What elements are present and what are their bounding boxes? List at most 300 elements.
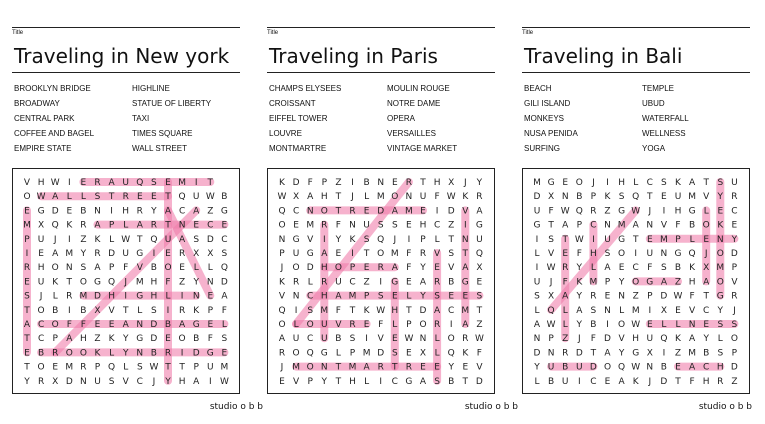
grid-letter: N <box>206 277 214 288</box>
grid-letter: W <box>546 263 556 274</box>
grid-letter: J <box>704 249 708 259</box>
grid-letter: C <box>292 206 300 217</box>
grid-letter: O <box>79 277 87 288</box>
grid-letter: Y <box>576 291 583 302</box>
grid-letter: D <box>533 192 541 203</box>
grid-letter: K <box>349 234 356 245</box>
grid-letter: H <box>618 178 625 188</box>
grid-letter: W <box>50 178 60 188</box>
grid-letter: M <box>292 362 300 373</box>
grid-letter: R <box>731 192 738 203</box>
grid-letter: L <box>619 305 625 316</box>
grid-letter: G <box>646 277 654 288</box>
grid-letter: V <box>660 220 667 231</box>
grid-letter: S <box>108 376 115 387</box>
grid-letter: P <box>590 192 597 203</box>
puzzle-title: Traveling in New york <box>14 44 230 68</box>
grid-letter: G <box>206 348 214 359</box>
grid-letter: V <box>462 206 469 217</box>
grid-letter: N <box>306 206 314 217</box>
grid-letter: R <box>476 192 483 203</box>
grid-letter: E <box>562 249 569 259</box>
grid-letter: Q <box>575 206 583 217</box>
grid-letter: Z <box>674 277 682 288</box>
grid-letter: S <box>717 348 724 359</box>
grid-letter: Y <box>618 348 625 359</box>
grid-letter: R <box>405 178 413 188</box>
grid-letter: C <box>307 334 314 345</box>
grid-letter: K <box>462 192 469 203</box>
grid-letter: M <box>320 305 329 316</box>
grid-letter: T <box>647 192 653 203</box>
grid-letter: L <box>335 348 341 359</box>
grid-letter: I <box>67 305 71 316</box>
grid-letter: D <box>730 362 738 373</box>
grid-letter: A <box>462 320 469 330</box>
grid-letter: W <box>673 291 683 302</box>
grid-letter: A <box>476 206 483 217</box>
grid-letter: L <box>165 291 171 302</box>
grid-letter: B <box>674 263 682 274</box>
grid-letter: H <box>37 178 45 188</box>
word-list-item: MONKEYS <box>524 114 565 123</box>
grid-letter: D <box>94 291 101 302</box>
grid-letter: K <box>94 348 101 359</box>
grid-letter: C <box>731 206 738 217</box>
grid-letter: S <box>193 234 200 245</box>
grid-letter: T <box>632 234 639 245</box>
grid-letter: B <box>38 348 45 359</box>
grid-letter: P <box>576 220 583 231</box>
grid-letter: F <box>406 249 412 259</box>
grid-letter: T <box>137 234 143 245</box>
grid-letter: Z <box>632 291 639 302</box>
grid-letter: T <box>335 192 342 203</box>
grid-letter: U <box>646 249 654 259</box>
grid-letter: H <box>320 291 328 302</box>
grid-letter: F <box>66 320 72 330</box>
grid-letter: E <box>406 277 412 288</box>
word-list-item: EIFFEL TOWER <box>269 114 328 123</box>
grid-letter: V <box>548 249 555 259</box>
grid-letter: D <box>604 334 611 345</box>
grid-letter: L <box>109 348 115 359</box>
grid-letter: Y <box>122 348 129 359</box>
grid-letter: D <box>475 376 483 387</box>
grid-letter: X <box>646 348 653 359</box>
grid-letter: E <box>448 291 455 302</box>
grid-letter: T <box>476 305 483 316</box>
grid-letter: S <box>476 291 483 302</box>
grid-letter: R <box>377 263 384 274</box>
grid-letter: A <box>703 277 710 288</box>
grid-letter: I <box>208 376 212 387</box>
grid-letter: M <box>589 277 598 288</box>
grid-letter: T <box>24 305 30 316</box>
grid-letter: Y <box>420 263 426 274</box>
grid-letter: E <box>293 220 299 231</box>
grid-letter: R <box>321 277 328 288</box>
grid-letter: F <box>80 320 86 330</box>
grid-letter: E <box>703 320 710 330</box>
grid-letter: Z <box>94 334 101 345</box>
grid-letter: F <box>576 249 582 259</box>
grid-letter: I <box>166 305 170 316</box>
grid-letter: H <box>349 376 356 387</box>
grid-letter: X <box>207 249 214 259</box>
grid-letter: W <box>149 362 159 373</box>
grid-letter: E <box>604 376 611 387</box>
grid-letter: C <box>349 277 356 288</box>
grid-letter: I <box>110 206 113 217</box>
grid-letter: H <box>391 305 399 316</box>
grid-letter: B <box>164 320 172 330</box>
grid-letter: W <box>631 320 641 330</box>
grid-letter: I <box>648 305 652 316</box>
grid-letter: Z <box>335 178 342 188</box>
grid-letter: O <box>292 348 300 359</box>
grid-letter: O <box>603 362 612 373</box>
grid-letter: I <box>535 263 539 274</box>
grid-letter: H <box>108 291 115 302</box>
grid-letter: X <box>193 249 200 259</box>
grid-letter: S <box>434 376 440 387</box>
grid-letter: N <box>547 348 555 359</box>
grid-letter: U <box>94 376 101 387</box>
grid-letter: X <box>660 305 667 316</box>
grid-letter: E <box>703 234 710 245</box>
grid-letter: Y <box>165 376 171 387</box>
grid-letter: P <box>94 362 101 373</box>
grid-letter: E <box>363 206 370 217</box>
grid-letter: R <box>731 291 738 302</box>
grid-letter: P <box>363 291 370 302</box>
grid-letter: L <box>80 192 86 203</box>
grid-letter: K <box>462 348 469 359</box>
grid-letter: Q <box>447 348 455 359</box>
grid-letter: U <box>292 249 300 259</box>
grid-letter: L <box>562 305 568 316</box>
grid-letter: Q <box>178 192 186 203</box>
grid-letter: F <box>689 291 695 302</box>
word-list-item: WATERFALL <box>642 114 689 123</box>
grid-letter: T <box>548 220 554 231</box>
grid-letter: E <box>108 320 115 330</box>
grid-letter: E <box>136 192 143 203</box>
grid-letter: U <box>533 277 541 288</box>
grid-letter: P <box>108 263 115 274</box>
puzzle-title: Traveling in Paris <box>269 44 438 68</box>
grid-letter: H <box>419 220 427 231</box>
grid-letter: O <box>716 249 724 259</box>
grid-letter: Q <box>377 234 385 245</box>
grid-letter: B <box>221 192 228 203</box>
grid-letter: M <box>220 362 229 373</box>
grid-letter: B <box>80 206 87 217</box>
grid-letter: E <box>717 206 724 217</box>
grid-letter: B <box>193 334 200 345</box>
grid-letter: Y <box>448 362 454 373</box>
studio-brand: studio o b b <box>464 402 518 412</box>
grid-letter: G <box>306 249 314 259</box>
grid-letter: T <box>179 362 185 373</box>
grid-letter: D <box>220 277 228 288</box>
grid-letter: A <box>94 263 101 274</box>
word-list-item: MONTMARTRE <box>269 144 327 153</box>
grid-letter: T <box>392 362 398 373</box>
word-list <box>522 84 750 160</box>
grid-letter: L <box>675 320 681 330</box>
letter-grid <box>267 168 495 394</box>
grid-letter: P <box>349 348 356 359</box>
grid-letter: K <box>363 305 370 316</box>
title-top-rule <box>267 27 495 28</box>
grid-letter: Q <box>51 220 59 231</box>
grid-letter: C <box>207 220 214 231</box>
word-list-item: STATUE OF LIBERTY <box>132 99 212 108</box>
grid-letter: N <box>461 234 469 245</box>
grid-letter: T <box>590 348 597 359</box>
grid-letter: S <box>434 291 440 302</box>
grid-letter: E <box>66 206 73 217</box>
grid-letter: N <box>178 220 186 231</box>
grid-letter: M <box>631 305 640 316</box>
grid-letter: F <box>406 263 412 274</box>
grid-letter: Z <box>179 277 186 288</box>
grid-letter: K <box>66 220 73 231</box>
grid-letter: S <box>661 178 667 188</box>
grid-letter: H <box>702 376 710 387</box>
grid-letter: B <box>150 263 157 274</box>
title-label: Title <box>12 30 24 36</box>
grid-letter: O <box>51 263 59 274</box>
grid-letter: T <box>349 305 356 316</box>
grid-letter: S <box>307 305 314 316</box>
word-list-item: TAXI <box>132 114 150 123</box>
grid-letter: N <box>716 234 724 245</box>
grid-letter: Z <box>207 206 214 217</box>
grid-letter: T <box>108 192 115 203</box>
grid-letter: V <box>23 178 31 188</box>
grid-letter: U <box>122 178 129 188</box>
word-list-item: TIMES SQUARE <box>132 129 193 138</box>
grid-letter: E <box>434 263 440 274</box>
grid-letter: D <box>51 206 59 217</box>
grid-letter: W <box>277 192 287 203</box>
grid-letter: W <box>376 305 386 316</box>
grid-letter: G <box>547 178 555 188</box>
grid-letter: I <box>662 348 666 359</box>
grid-letter: W <box>474 334 484 345</box>
grid-letter: P <box>604 277 611 288</box>
grid-letter: E <box>94 320 101 330</box>
grid-letter: A <box>660 277 667 288</box>
grid-letter: I <box>535 234 539 245</box>
grid-letter: Y <box>576 320 583 330</box>
grid-letter: D <box>419 305 427 316</box>
grid-letter: M <box>362 348 371 359</box>
grid-letter: A <box>363 362 370 373</box>
grid-letter: C <box>590 376 597 387</box>
grid-letter: E <box>562 178 569 188</box>
studio-brand: studio o b b <box>698 402 752 412</box>
grid-letter: A <box>221 291 228 302</box>
grid-letter: N <box>136 348 144 359</box>
grid-letter: Q <box>547 305 555 316</box>
grid-letter: N <box>419 334 427 345</box>
title-top-rule <box>12 27 240 28</box>
grid-letter: E <box>646 234 653 245</box>
grid-letter: Y <box>122 334 129 345</box>
grid-letter: S <box>618 192 625 203</box>
grid-letter: R <box>66 291 73 302</box>
grid-letter: E <box>151 192 157 203</box>
grid-letter: H <box>150 291 158 302</box>
word-list-item: COFFEE AND BAGEL <box>14 129 95 138</box>
grid-letter: P <box>321 178 328 188</box>
grid-letter: X <box>52 376 59 387</box>
grid-letter: N <box>405 192 413 203</box>
grid-letter: E <box>391 291 398 302</box>
grid-letter: W <box>404 334 414 345</box>
grid-letter: B <box>335 334 342 345</box>
grid-letter: L <box>364 192 370 203</box>
grid-letter: A <box>278 334 286 345</box>
grid-letter: B <box>448 376 455 387</box>
grid-letter: N <box>618 291 625 302</box>
grid-letter: U <box>646 334 654 345</box>
grid-letter: F <box>476 348 482 359</box>
grid-letter: C <box>178 206 186 217</box>
grid-letter: L <box>109 234 115 245</box>
grid-letter: E <box>646 320 653 330</box>
grid-letter: N <box>533 334 541 345</box>
grid-letter: H <box>80 334 87 345</box>
grid-letter: G <box>716 291 724 302</box>
grid-letter: E <box>434 362 440 373</box>
grid-letter: F <box>207 334 213 345</box>
word-list-item: BROADWAY <box>14 99 60 108</box>
grid-letter: R <box>178 249 186 259</box>
grid-letter: V <box>278 291 286 302</box>
grid-letter: V <box>476 362 483 373</box>
grid-letter: M <box>65 249 74 259</box>
grid-letter: M <box>405 206 413 217</box>
word-list-item: VERSAILLES <box>387 129 436 138</box>
grid-letter: X <box>476 263 483 274</box>
grid-letter: B <box>576 192 583 203</box>
grid-letter: K <box>193 305 200 316</box>
grid-letter: S <box>94 192 101 203</box>
grid-letter: S <box>221 249 228 259</box>
title-bottom-rule <box>12 72 240 73</box>
grid-letter: X <box>38 220 45 231</box>
grid-letter: N <box>65 263 73 274</box>
grid-letter: A <box>562 220 569 231</box>
grid-letter: M <box>348 291 357 302</box>
puzzle-bali <box>522 0 750 424</box>
grid-letter: W <box>205 192 215 203</box>
grid-letter: F <box>434 192 440 203</box>
grid-letter: C <box>433 220 441 231</box>
grid-letter: K <box>279 178 285 188</box>
grid-letter: X <box>448 178 455 188</box>
grid-letter: R <box>122 192 129 203</box>
grid-letter: Z <box>731 376 738 387</box>
grid-letter: D <box>660 376 668 387</box>
grid-letter: S <box>661 263 667 274</box>
word-list-item: VINTAGE MARKET <box>387 144 458 153</box>
grid-letter: L <box>717 334 723 345</box>
grid-letter: A <box>434 305 441 316</box>
grid-letter: M <box>461 305 470 316</box>
grid-letter: G <box>94 277 101 288</box>
grid-letter: V <box>377 334 384 345</box>
grid-letter: A <box>419 277 427 288</box>
grid-letter: F <box>647 263 653 274</box>
grid-letter: J <box>549 277 553 288</box>
grid-letter: R <box>94 249 101 259</box>
word-list-item: CROISSANT <box>269 99 316 108</box>
grid-letter: E <box>363 263 370 274</box>
grid-letter: E <box>24 348 30 359</box>
grid-letter: F <box>335 220 341 231</box>
grid-letter: G <box>136 334 144 345</box>
grid-letter: L <box>434 234 440 245</box>
grid-letter: O <box>334 263 342 274</box>
grid-letter: W <box>36 192 46 203</box>
grid-letter: M <box>23 220 31 231</box>
grid-letter: A <box>533 320 541 330</box>
grid-letter: L <box>392 320 398 330</box>
grid-letter: R <box>136 206 143 217</box>
grid-letter: V <box>689 305 696 316</box>
grid-letter: I <box>435 206 439 217</box>
grid-letter: Z <box>674 348 682 359</box>
grid-letter: U <box>164 234 172 245</box>
grid-letter: Q <box>108 362 116 373</box>
grid-letter: Q <box>632 192 640 203</box>
grid-letter: A <box>94 220 101 231</box>
grid-letter: D <box>377 348 385 359</box>
grid-letter: C <box>221 234 228 245</box>
grid-letter: M <box>688 192 696 203</box>
grid-letter: O <box>164 263 172 274</box>
grid-letter: H <box>320 192 328 203</box>
grid-letter: R <box>349 206 356 217</box>
grid-letter: S <box>136 362 143 373</box>
grid-letter: I <box>294 305 298 316</box>
grid-letter: U <box>547 362 555 373</box>
grid-letter: I <box>67 234 71 245</box>
grid-letter: U <box>419 192 427 203</box>
grid-letter: A <box>689 178 696 188</box>
grid-letter: J <box>53 234 57 245</box>
grid-letter: I <box>634 249 638 259</box>
grid-letter: O <box>447 334 455 345</box>
grid-letter: N <box>192 291 200 302</box>
grid-letter: E <box>462 291 469 302</box>
grid-letter: S <box>391 220 398 231</box>
grid-letter: B <box>689 220 696 231</box>
grid-letter: X <box>293 192 300 203</box>
grid-letter: S <box>151 305 157 316</box>
grid-letter: I <box>662 206 666 217</box>
grid-letter: A <box>618 376 625 387</box>
grid-letter: D <box>108 249 116 259</box>
grid-letter: A <box>122 320 129 330</box>
grid-letter: M <box>660 234 668 245</box>
